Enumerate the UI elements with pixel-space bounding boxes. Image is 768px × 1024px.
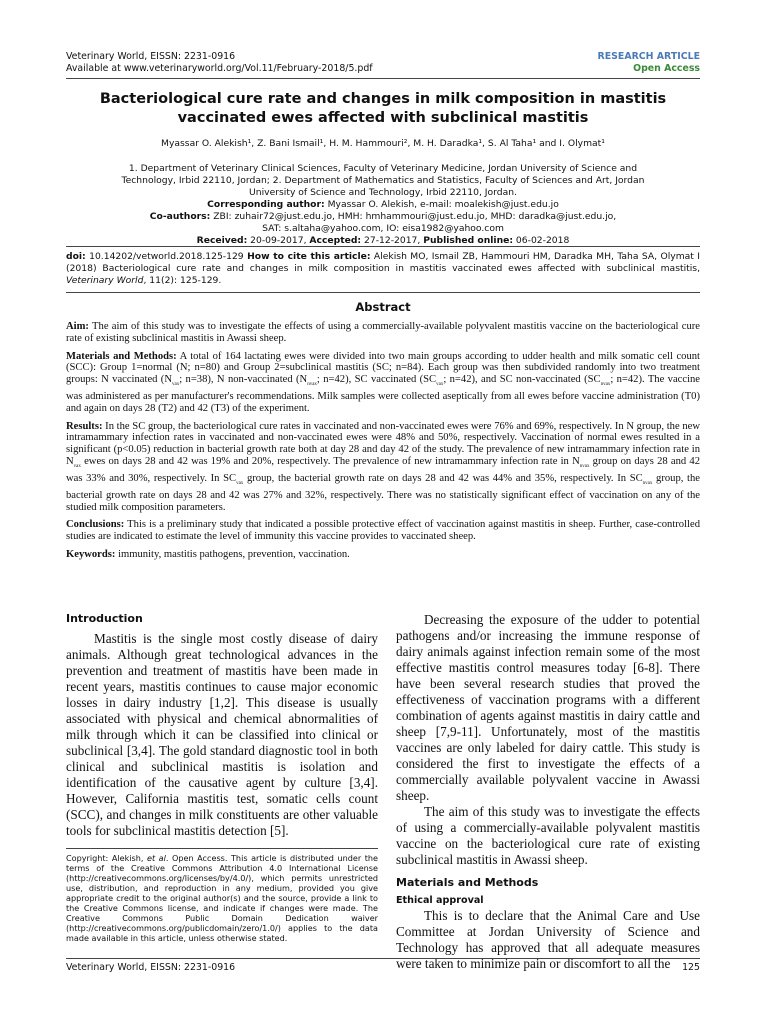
subscript-vax: vax	[436, 382, 444, 388]
results-text-b: ewes on days 28 and 42 was 19% and 20%, respectively. The prevalence of new intramammary infection rate in N	[80, 456, 580, 468]
abstract-heading: Abstract	[355, 300, 411, 314]
corresponding-author	[76, 199, 690, 211]
methods-text-d: ; n=42), and SC non-vaccinated (SC	[443, 374, 601, 386]
introduction-heading: Introduction	[66, 612, 143, 625]
abstract-aim	[66, 321, 700, 345]
subscript-nvax: nvax	[579, 464, 590, 470]
page-header	[66, 51, 700, 75]
page-footer	[66, 962, 700, 973]
cite-label: How to cite this article:	[247, 251, 371, 262]
title-line-1: Bacteriological cure rate and changes in milk composition in mastitis	[99, 91, 667, 107]
doi-top-divider	[66, 246, 700, 247]
intro-paragraph-2: Decreasing the exposure of the udder to potential pathogens and/or increasing the immune response of dairy animals against infection remain some of the most effective mastitis control measures today [6-8]. There have been several research studies that proved the effectiveness of vaccination programs with a different combination of agents against mastitis in dairy cattle and sheep [7,9-11]. Unfortunately, most of the mastitis vaccines are only labeled for dairy cattle. This study is considered the first to investigate the effects of a commercially available polyvalent vaccine in Awassi sheep.	[396, 612, 700, 803]
conclusions-label: Conclusions:	[66, 519, 125, 531]
published-date: 06-02-2018	[513, 235, 570, 246]
doi-value[interactable]: 10.14202/vetworld.2018.125-129	[85, 251, 248, 262]
abstract-body	[66, 321, 700, 567]
intro-paragraph-1: Mastitis is the single most costly disease of dairy animals. Although great technological advances in the prevention and treatment of mastitis have been made in recent years, mastitis continues to cause major economic losses in dairy industry [1,2]. This disease is usually associated with physical and chemical abnormalities of milk through which it can be classified into clinical or subclinical [3,4]. The gold standard diagnostic tool in both clinical and subclinical mastitis is isolation and identification of the causative agent by culture [3,4]. However, California mastitis test, somatic cells count (SCC), and changes in milk constituents are other valuable tools for subclinical mastitis detection [5].	[66, 631, 378, 838]
methods-text-c: ; n=42), SC vaccinated (SC	[316, 374, 437, 386]
available-line: Available at www.veterinaryworld.org/Vol.11/February-2018/5.pdf	[66, 63, 373, 74]
affiliations	[76, 163, 690, 247]
doi-bottom-divider	[66, 292, 700, 293]
intro-paragraph-3: The aim of this study was to investigate the effects of using a commercially-available polyvalent mastitis vaccine on the bacteriological cure rate of existing subclinical mastitis in Awassi sheep.	[396, 804, 700, 867]
cite-end: , 11(2): 125-129.	[143, 275, 222, 286]
accepted-date: 27-12-2017,	[361, 235, 424, 246]
affiliation-line-3: University of Science and Technology, Irbid 22110, Jordan.	[249, 187, 517, 198]
keywords-label: Keywords:	[66, 549, 116, 561]
author-list: Myassar O. Alekish¹, Z. Bani Ismail¹, H. M. Hammouri², M. H. Daradka¹, S. Al Taha¹ and I. Olymat¹	[161, 138, 605, 149]
corresponding-label: Corresponding author:	[207, 199, 325, 210]
copyright-etal: et al	[146, 853, 166, 863]
results-text-c: group on days 28 and 42 was 33% and 30%, respectively. In SC	[66, 456, 700, 484]
received-date: 20-09-2017,	[247, 235, 310, 246]
subscript-nvax: nvax	[307, 382, 317, 388]
subscript-nvax: nvax	[600, 382, 611, 388]
subscript-vax: vax	[171, 382, 180, 388]
title-line-2: vaccinated ewes affected with subclinical mastitis	[177, 110, 589, 126]
methods-heading: Materials and Methods	[396, 876, 539, 889]
doi-label: doi:	[66, 251, 86, 262]
methods-label: Materials and Methods:	[66, 350, 177, 362]
right-column	[396, 612, 700, 972]
affiliation-line-1: 1. Department of Veterinary Clinical Sciences, Faculty of Veterinary Medicine, Jordan University of Science and	[128, 163, 638, 174]
aim-label: Aim:	[66, 321, 89, 332]
abstract-results	[66, 421, 700, 514]
results-text-d: group, the bacterial growth rate on days 28 and 42 was 44% and 35%, respectively. In SC	[243, 472, 643, 484]
co-authors-line-2: SAT: s.altaha@yahoo.com, IO: eisa1982@yahoo.com	[262, 223, 504, 234]
cite-text: Alekish MO, Ismail ZB, Hammouri HM, Daradka MH, Taha SA, Olymat I (2018) Bacteriological cure rate and changes in milk composition in mastitis vaccinated ewes affected with subclinical mastitis,	[66, 251, 701, 274]
ethical-approval-heading: Ethical approval	[396, 895, 484, 906]
copyright-notice	[66, 848, 378, 943]
published-label: Published online:	[423, 235, 514, 246]
ethical-approval-paragraph: This is to declare that the Animal Care and Use Committee at Jordan University of Science and Technology has approved that all adequate measures were taken to minimize pain or discomfort to all the	[396, 908, 700, 971]
open-access-badge: Open Access	[633, 63, 700, 74]
journal-line: Veterinary World, EISSN: 2231-0916	[66, 51, 236, 62]
page-number: 125	[682, 962, 700, 973]
subscript-nvax: nvax	[642, 481, 653, 487]
article-title	[66, 90, 700, 128]
doi-block	[66, 251, 700, 287]
header-left	[66, 51, 373, 75]
affiliation-line-2: Technology, Irbid 22110, Jordan; 2. Department of Mathematics and Statistics, Faculty of Sciences and Art, Jordan	[121, 175, 645, 186]
coauthors-text: ZBI: zuhair72@just.edu.jo, HMH: hmhammouri@just.edu.jo, MHD: daradka@just.edu.jo,	[210, 211, 617, 222]
methods-text-a: A total of 164 lactating ewes were divided into two main groups according to udder health and milk somatic cell count (SCC): Group 1=normal (N; n=80) and Group 2=subclinical mastitis (SC; n=84). Each group was then subdivided randomly into two treatment groups: N vaccinated (N	[66, 350, 700, 386]
corresponding-text: Myassar O. Alekish, e-mail: moalekish@just.edu.jo	[324, 199, 559, 210]
methods-text-e: ; n=42). The vaccine was administered as per manufacturer's recommendations. Milk samples were collected aseptically from all ewes before vaccine administration (T0) and again on days 28 (T2) and 42 (T3) of the experiment.	[66, 374, 701, 414]
keywords-text: immunity, mastitis pathogens, prevention, vaccination.	[115, 549, 350, 561]
header-divider	[66, 78, 700, 79]
copyright-text: . Open Access. This article is distributed under the terms of the Creative Commons Attribution 4.0 International License (http://creativecommons.org/licenses/by/4.0/), which permits unrestricted use, distribution, and reproduction in any medium, provided you give appropriate credit to the original author(s) and the source, provide a link to the Creative Commons license, and indicate if changes were made. The Creative Commons Public Domain Dedication waiver (http://creativecommons.org/publicdomain/zero/1.0/) applies to the data made available in this article, unless otherwise stated.	[66, 853, 378, 943]
article-type: RESEARCH ARTICLE	[597, 51, 700, 62]
abstract-methods	[66, 351, 700, 415]
header-right	[598, 51, 700, 75]
aim-text: The aim of this study was to investigate the effects of using a commercially-available polyvalent mastitis vaccine on the bacteriological cure rate of existing subclinical mastitis in Awassi sheep.	[66, 321, 700, 344]
copyright-pre: Copyright: Alekish,	[66, 853, 147, 863]
abstract-conclusions	[66, 519, 700, 543]
accepted-label: Accepted:	[309, 235, 362, 246]
received-label: Received:	[196, 235, 248, 246]
coauthors-label: Co-authors:	[149, 211, 211, 222]
footer-journal: Veterinary World, EISSN: 2231-0916	[66, 962, 236, 973]
conclusions-text: This is a preliminary study that indicated a possible protective effect of vaccination against mastitis in sheep. Further, case-controlled studies are indicated to estimate the level of immunity this vaccine provides to vaccinated sheep.	[66, 519, 700, 543]
results-text-e: group, the bacterial growth rate on days 28 and 42 was 27% and 32%, respectively. There was no statistically significant effect of vaccination on any of the studied milk composition parameters.	[66, 472, 700, 513]
co-authors	[76, 211, 690, 223]
results-text-a: In the SC group, the bacteriological cure rates in vaccinated and non-vaccinated ewes were 76% and 69%, respectively. In N group, the new intramammary infection rates in vaccinated and non-vaccinated ewes were 48% and 50%, respectively. Vaccination of normal ewes resulted in a significant (p<0.05) reduction in bacterial growth rate both at day 28 and day 42 of the study. The prevalence of new intramammary infection rate in N	[66, 420, 700, 468]
subscript-vax: vax	[73, 464, 81, 470]
cite-journal: Veterinary World	[66, 275, 144, 286]
results-label: Results:	[66, 420, 103, 432]
left-column	[66, 612, 378, 839]
abstract-keywords	[66, 549, 700, 561]
subscript-vax: vax	[236, 481, 244, 487]
methods-text-b: ; n=38), N non-vaccinated (N	[179, 374, 308, 386]
footer-divider	[66, 958, 700, 959]
